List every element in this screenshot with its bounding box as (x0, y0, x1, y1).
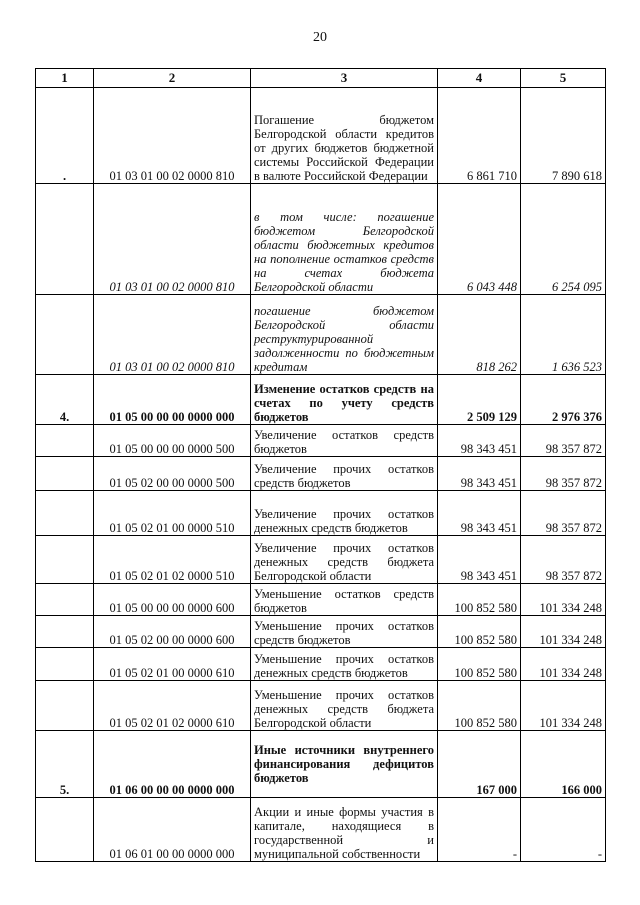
table-row (36, 616, 606, 648)
value-column-5: 7 890 618 (521, 88, 606, 184)
value-column-4: 2 509 129 (438, 375, 521, 425)
row-number (36, 491, 94, 536)
value-column-5: - (521, 798, 606, 862)
classification-code: 01 05 00 00 00 0000 500 (94, 425, 251, 457)
value-column-4: - (438, 798, 521, 862)
table-row (36, 536, 606, 584)
row-number: 5. (36, 731, 94, 798)
table-row (36, 648, 606, 681)
row-description: Иные источники внутреннего финансирования дефицитов бюджетов (251, 731, 438, 798)
table-header-row (36, 69, 606, 88)
row-number (36, 457, 94, 491)
value-column-5: 98 357 872 (521, 457, 606, 491)
column-header: 2 (94, 69, 251, 88)
row-description: в том числе: погашение бюджетом Белгородской области бюджетных кредитов на пополнение остатков средств на счетах бюджета Белгородской области (251, 184, 438, 295)
row-number (36, 425, 94, 457)
row-description: Погашение бюджетом Белгородской области кредитов от других бюджетов бюджетной системы Российской Федерации в валюте Российской Федерации (251, 88, 438, 184)
row-number (36, 648, 94, 681)
row-number (36, 616, 94, 648)
classification-code: 01 03 01 00 02 0000 810 (94, 88, 251, 184)
value-column-4: 98 343 451 (438, 425, 521, 457)
row-description: Изменение остатков средств на счетах по учету средств бюджетов (251, 375, 438, 425)
value-column-5: 6 254 095 (521, 184, 606, 295)
value-column-5: 101 334 248 (521, 616, 606, 648)
classification-code: 01 05 02 00 00 0000 600 (94, 616, 251, 648)
value-column-4: 6 043 448 (438, 184, 521, 295)
table-row (36, 88, 606, 184)
value-column-5: 101 334 248 (521, 584, 606, 616)
table-row (36, 798, 606, 862)
value-column-4: 100 852 580 (438, 648, 521, 681)
row-description: Увеличение остатков средств бюджетов (251, 425, 438, 457)
row-description: Уменьшение прочих остатков средств бюджетов (251, 616, 438, 648)
column-header: 1 (36, 69, 94, 88)
classification-code: 01 05 02 01 02 0000 610 (94, 681, 251, 731)
row-description: Уменьшение прочих остатков денежных средств бюджета Белгородской области (251, 681, 438, 731)
row-number (36, 584, 94, 616)
row-number (36, 295, 94, 375)
table-row (36, 491, 606, 536)
value-column-5: 98 357 872 (521, 491, 606, 536)
table-row (36, 425, 606, 457)
column-header: 4 (438, 69, 521, 88)
value-column-4: 100 852 580 (438, 584, 521, 616)
table-row (36, 295, 606, 375)
table-row (36, 584, 606, 616)
table-row (36, 375, 606, 425)
row-number (36, 798, 94, 862)
row-description: Уменьшение остатков средств бюджетов (251, 584, 438, 616)
value-column-5: 101 334 248 (521, 681, 606, 731)
classification-code: 01 05 02 01 02 0000 510 (94, 536, 251, 584)
value-column-5: 98 357 872 (521, 425, 606, 457)
value-column-4: 98 343 451 (438, 491, 521, 536)
classification-code: 01 05 02 00 00 0000 500 (94, 457, 251, 491)
row-description: Акции и иные формы участия в капитале, находящиеся в государственной и муниципальной собственности (251, 798, 438, 862)
page-number: 20 (313, 30, 327, 45)
value-column-4: 6 861 710 (438, 88, 521, 184)
row-number (36, 184, 94, 295)
row-number (36, 681, 94, 731)
table-row (36, 457, 606, 491)
classification-code: 01 06 01 00 00 0000 000 (94, 798, 251, 862)
value-column-4: 100 852 580 (438, 616, 521, 648)
classification-code: 01 03 01 00 02 0000 810 (94, 295, 251, 375)
classification-code: 01 05 00 00 00 0000 000 (94, 375, 251, 425)
value-column-5: 166 000 (521, 731, 606, 798)
value-column-4: 818 262 (438, 295, 521, 375)
value-column-5: 2 976 376 (521, 375, 606, 425)
table-row (36, 731, 606, 798)
row-number: 4. (36, 375, 94, 425)
table-row (36, 681, 606, 731)
row-description: Увеличение прочих остатков средств бюджетов (251, 457, 438, 491)
value-column-4: 98 343 451 (438, 536, 521, 584)
value-column-5: 101 334 248 (521, 648, 606, 681)
value-column-5: 98 357 872 (521, 536, 606, 584)
classification-code: 01 05 02 01 00 0000 510 (94, 491, 251, 536)
classification-code: 01 03 01 00 02 0000 810 (94, 184, 251, 295)
classification-code: 01 05 00 00 00 0000 600 (94, 584, 251, 616)
column-header: 3 (251, 69, 438, 88)
row-description: Увеличение прочих остатков денежных средств бюджета Белгородской области (251, 536, 438, 584)
value-column-4: 167 000 (438, 731, 521, 798)
value-column-5: 1 636 523 (521, 295, 606, 375)
row-description: Уменьшение прочих остатков денежных средств бюджетов (251, 648, 438, 681)
budget-sources-table (35, 68, 606, 862)
column-header: 5 (521, 69, 606, 88)
row-description: Увеличение прочих остатков денежных средств бюджетов (251, 491, 438, 536)
table-row (36, 184, 606, 295)
value-column-4: 100 852 580 (438, 681, 521, 731)
row-description: погашение бюджетом Белгородской области реструктурированной задолженности по бюджетным кредитам (251, 295, 438, 375)
classification-code: 01 06 00 00 00 0000 000 (94, 731, 251, 798)
row-number (36, 536, 94, 584)
value-column-4: 98 343 451 (438, 457, 521, 491)
classification-code: 01 05 02 01 00 0000 610 (94, 648, 251, 681)
row-number: . (36, 88, 94, 184)
